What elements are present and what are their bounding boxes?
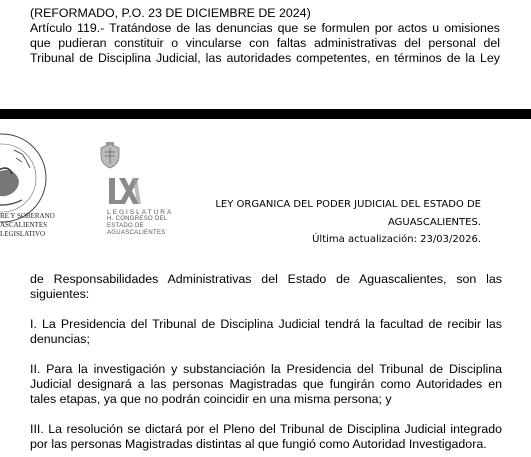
article-line: Artículo 119.- Tratándose de las denuncias que se formulen por actos u omisiones bbox=[30, 21, 500, 35]
article-line: Tribunal de Disciplina Judicial, las autoridades competentes, en términos de la Ley bbox=[30, 51, 500, 65]
seal-caption: RE Y SOBERANO ASCALIENTES LEGISLATIVO bbox=[0, 212, 55, 238]
item-1-line: I. La Presidencia del Tribunal de Disciplina Judicial tendrá la facultad de recibir las bbox=[30, 317, 502, 331]
item-2-line: II. Para la investigación y substanciación la Presidencia del Tribunal de Disciplina bbox=[30, 362, 502, 376]
item-3-line: III. La resolución se dictará por el Pleno del Tribunal de Disciplina Judicial integrado bbox=[30, 422, 502, 436]
article-line: que pudieran constituir o vincularse con faltas administrativas del personal del bbox=[30, 36, 500, 50]
page-body bbox=[30, 272, 502, 452]
state-crest-icon bbox=[97, 142, 123, 170]
document-header bbox=[215, 196, 481, 249]
paragraph-line: siguientes: bbox=[30, 287, 90, 301]
law-title-state: AGUASCALIENTES. bbox=[387, 216, 481, 228]
legislatura-logo-icon bbox=[107, 176, 143, 206]
item-2-line: Judicial designará a las personas Magistradas que fungirán como Autoridades en bbox=[30, 377, 502, 391]
page-break-bar bbox=[0, 109, 531, 119]
item-2-line: tales etapas, ya que no podrán coincidir en una misma persona; y bbox=[30, 392, 392, 406]
last-update: Última actualización: 23/03/2026. bbox=[312, 234, 481, 245]
legislatura-caption: LEGISLATURA H. CONGRESO DEL ESTADO DE AGUASCALIENTES bbox=[107, 209, 174, 236]
reform-note: (REFORMADO, P.O. 23 DE DICIEMBRE DE 2024) bbox=[30, 6, 311, 20]
paragraph-line: de Responsabilidades Administrativas del Estado de Aguascalientes, son las bbox=[30, 272, 502, 286]
item-1-line: denuncias; bbox=[30, 332, 90, 346]
previous-page-text bbox=[30, 6, 500, 66]
law-title: LEY ORGANICA DEL PODER JUDICIAL DEL ESTADO DE bbox=[215, 199, 481, 210]
item-3-line: por las personas Magistradas distintas al que fungió como Autoridad Investigadora. bbox=[30, 437, 487, 451]
